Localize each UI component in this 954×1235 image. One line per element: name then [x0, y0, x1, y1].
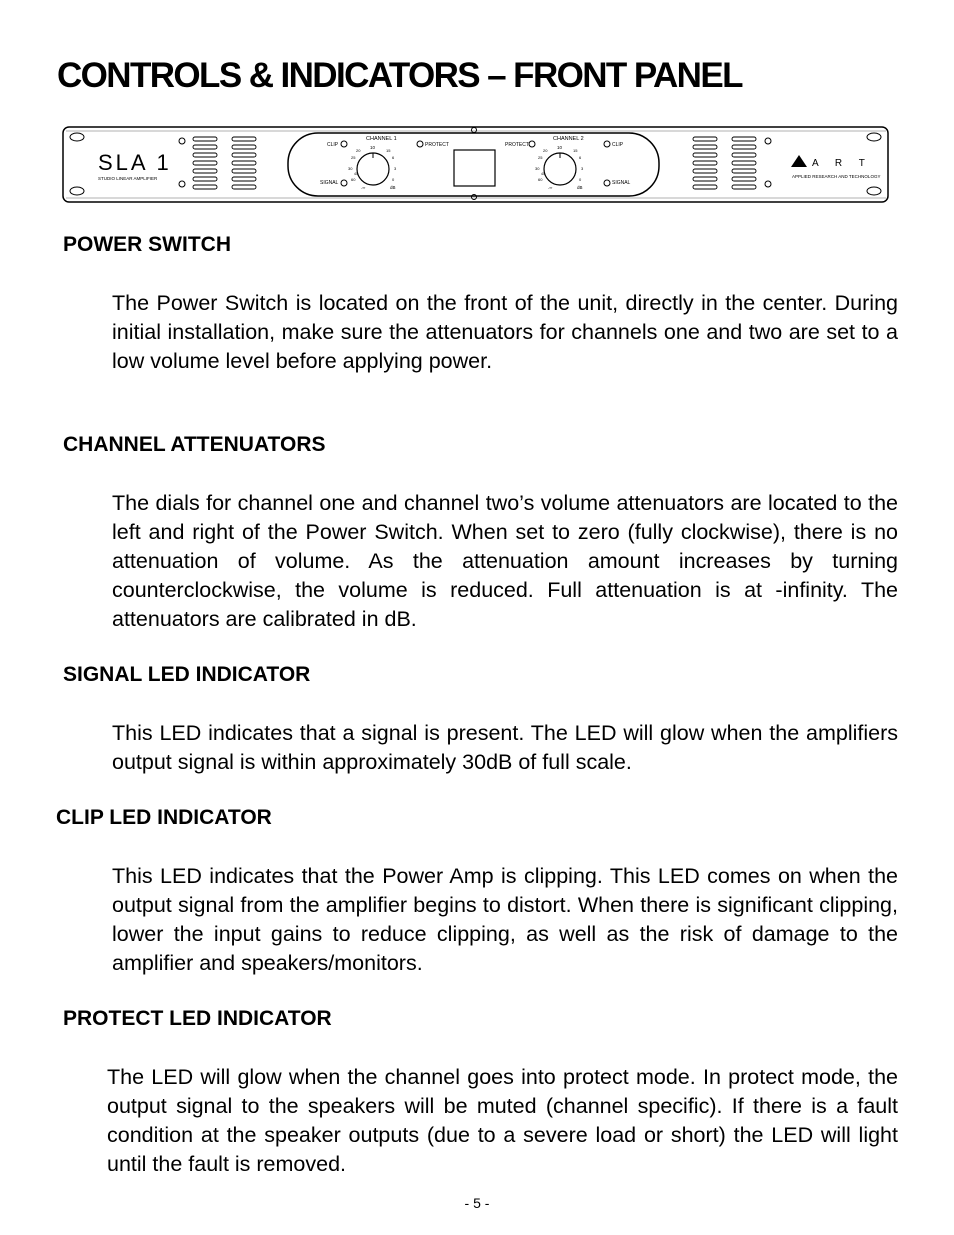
- dial-tick-ch1: 40: [354, 172, 358, 176]
- channel-1-label: CHANNEL 1: [366, 136, 397, 142]
- dial-tick-ch1: 10: [370, 145, 376, 150]
- dial-tick-ch2: -∞: [548, 185, 553, 190]
- dial-tick-ch1: 15: [386, 148, 391, 153]
- dial-tick-ch2: 20: [543, 148, 548, 153]
- dial-db-label-ch1: dB: [390, 185, 396, 190]
- dial-tick-ch2: 3: [581, 166, 584, 171]
- dial-tick-ch1: 60: [351, 177, 356, 182]
- dial-tick-ch1: 30: [348, 166, 353, 171]
- section-body-clip-led: This LED indicates that the Power Amp is clipping. This LED comes on when the output signal from the amplifier begins to distort. When there is significant clipping, lower the input gains to reduce clipping, as well as the risk of damage to the amplifier and speakers/monitors.: [112, 864, 898, 975]
- section-heading-power-switch: POWER SWITCH: [63, 233, 231, 256]
- brand-tagline: APPLIED RESEARCH AND TECHNOLOGY: [792, 174, 881, 179]
- signal-led-label-ch1: SIGNAL: [320, 180, 339, 186]
- section-body-power-switch: The Power Switch is located on the front of the unit, directly in the center. During initial installation, make sure the attenuators for channels one and two are set to a low volume level before applying power.: [112, 291, 898, 373]
- dial-tick-ch2: 25: [538, 155, 543, 160]
- dial-tick-ch2: 30: [535, 166, 540, 171]
- protect-led-label-ch1: PROTECT: [425, 142, 449, 148]
- section-heading-channel-attenuators: CHANNEL ATTENUATORS: [63, 433, 326, 456]
- dial-tick-ch1: -∞: [361, 185, 366, 190]
- dial-tick-ch2: 10: [557, 145, 563, 150]
- dial-tick-ch1: 6: [392, 155, 395, 160]
- protect-led-label-ch2: PROTECT: [505, 142, 529, 148]
- dial-tick-ch1: 0: [392, 177, 395, 182]
- dial-tick-ch1: 25: [351, 155, 356, 160]
- section-body-signal-led: This LED indicates that a signal is present. The LED will glow when the amplifiers output signal is within approximately 30dB of full scale.: [112, 721, 898, 774]
- section-heading-protect-led: PROTECT LED INDICATOR: [63, 1007, 332, 1030]
- dial-tick-ch1: 20: [356, 148, 361, 153]
- section-heading-clip-led: CLIP LED INDICATOR: [56, 806, 272, 829]
- dial-tick-ch2: 0: [579, 177, 582, 182]
- clip-led-label-ch2: CLIP: [612, 142, 624, 148]
- dial-tick-ch2: 60: [538, 177, 543, 182]
- dial-tick-ch1: 3: [394, 166, 397, 171]
- clip-led-label-ch1: CLIP: [327, 142, 339, 148]
- power-switch[interactable]: [454, 150, 495, 186]
- brand-name: A R T: [812, 158, 872, 169]
- section-body-channel-attenuators: The dials for channel one and channel two’s volume attenuators are located to the left and right of the Power Switch. When set to zero (fully clockwise), there is no attenuation of volume. As the attenuation amount increases by turning counterclockwise, the volume is reduced. Full attenuation is at -infinity. The attenuators are calibrated in dB.: [112, 491, 898, 631]
- page-title: CONTROLS & INDICATORS – FRONT PANEL: [57, 56, 742, 95]
- dial-tick-ch2: 40: [541, 172, 545, 176]
- section-heading-signal-led: SIGNAL LED INDICATOR: [63, 663, 311, 686]
- page-number: - 5 -: [464, 1195, 490, 1211]
- channel-2-label: CHANNEL 2: [553, 136, 584, 142]
- model-name: SLA 1: [98, 150, 172, 175]
- front-panel-illustration: [62, 125, 890, 205]
- model-subtitle: STUDIO LINEAR AMPLIFIER: [98, 176, 158, 181]
- dial-tick-ch2: 15: [573, 148, 578, 153]
- signal-led-label-ch2: SIGNAL: [612, 180, 631, 186]
- dial-tick-ch2: 6: [579, 155, 582, 160]
- section-body-protect-led: The LED will glow when the channel goes into protect mode. In protect mode, the output signal to the speakers will be muted (channel specific). If there is a fault condition at the speaker outputs (due to a severe load or short) the LED will light until the fault is removed.: [107, 1065, 898, 1176]
- dial-db-label-ch2: dB: [577, 185, 583, 190]
